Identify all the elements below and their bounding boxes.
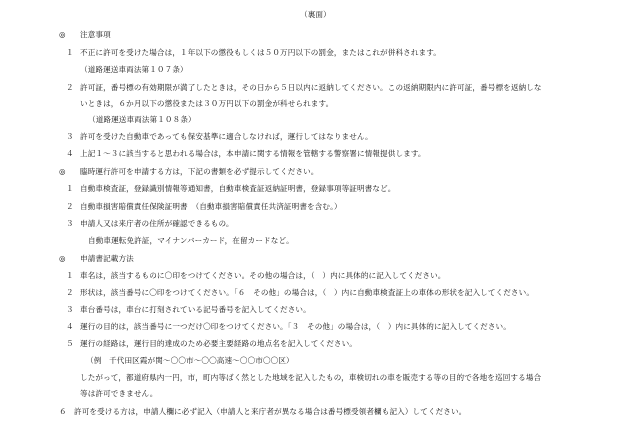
section-3-item-1-text: 車名は，該当するものに〇印をつけてください。その他の場合は，（ ）内に具体的に記入してください。 xyxy=(80,271,446,280)
footer-number: ６ xyxy=(59,407,67,416)
section-1-item-4-number: ４ xyxy=(66,149,74,158)
section-1-item-2-text-line-2: いときは，６か月以下の懲役または３０万円以下の罰金が科せられます。 xyxy=(80,99,334,108)
section-1-mark: ◎ xyxy=(59,30,66,39)
section-2-heading: 臨時運行許可を申請する方は，下記の書類を必ず提示してください。 xyxy=(80,167,319,176)
section-1-item-2-text-line-1: 許可証，番号標の有効期限が満了したときは，その日から５日以内に返納してください。この返納期限内に許可証，番号標を返納しな xyxy=(80,83,542,92)
page-header-title: （裏面） xyxy=(300,10,331,19)
section-3-item-5-example: （例 千代田区霞が関～〇〇市～〇〇高速～〇〇市〇〇区） xyxy=(86,356,294,365)
section-3-item-5-note-line-2: 等は許可できません。 xyxy=(80,389,158,398)
section-1-item-4-text: 上記１～３に該当すると思われる場合は，本申請に関する情報を管轄する警察署に情報提供します。 xyxy=(80,149,426,158)
section-1-item-1-sub: （道路運送車両法第１０７条） xyxy=(80,65,188,74)
section-3-item-5-number: ５ xyxy=(66,339,74,348)
section-3-item-2-text: 形状は，該当番号に〇印をつけてください。「６ その他」の場合は，（ ）内に自動車検査証上の車体の形状を記入してください。 xyxy=(80,288,535,297)
section-3-item-5-note-line-1: したがって，都道府県内一円，市，町内等ばく然とした地域を記入したもの，車検切れの車を販売する等の目的で各地を巡回する場合 xyxy=(80,373,542,382)
section-1-item-1-text: 不正に許可を受けた場合は，１年以下の懲役もしくは５０万円以下の罰金，またはこれが併科されます。 xyxy=(80,48,441,57)
section-3-heading: 申請書記載方法 xyxy=(80,254,134,263)
section-3-item-4-number: ４ xyxy=(66,322,74,331)
section-2-item-1-text: 自動車検査証，登録識別情報等通知書，自動車検査証返納証明書，登録事項等証明書など。 xyxy=(80,184,396,193)
section-3-item-5-text: 運行の経路は，運行目的達成のため必要主要経路の地点名を記入してください。 xyxy=(80,339,357,348)
section-3-mark: ◎ xyxy=(59,254,66,263)
section-2-item-2-text: 自動車損害賠償責任保険証明書 （自動車損害賠償責任共済証明書を含む。） xyxy=(80,202,342,211)
section-1-item-1-number: １ xyxy=(66,48,74,57)
section-2-item-3-sub: 自動車運転免許証，マイナンバーカード，在留カードなど。 xyxy=(88,236,294,245)
section-2-item-3-number: ３ xyxy=(66,219,74,228)
section-3-item-2-number: ２ xyxy=(66,288,74,297)
section-3-item-3-text: 車台番号は，車台に打刻されている記号番号を記入してください。 xyxy=(80,305,311,314)
section-2-item-2-number: ２ xyxy=(66,202,74,211)
section-2-item-1-number: １ xyxy=(66,184,74,193)
section-2-mark: ◎ xyxy=(59,167,66,176)
section-3-item-1-number: １ xyxy=(66,271,74,280)
section-1-item-3-text: 許可を受けた自動車であっても保安基準に適合しなければ，運行してはなりません。 xyxy=(80,132,373,141)
footer-text: 許可を受ける方は，申請人欄に必ず記入（申請人と来庁者が異なる場合は番号標受領者欄も記入）してください。 xyxy=(74,407,467,416)
section-1-item-3-number: ３ xyxy=(66,132,74,141)
section-1-heading: 注意事項 xyxy=(80,30,111,39)
section-3-item-3-number: ３ xyxy=(66,305,74,314)
section-3-item-4-text: 運行の目的は，該当番号に一つだけ〇印をつけてください。「３ その他」の場合は，（ ）内に具体的に記入してください。 xyxy=(80,322,511,331)
section-1-item-2-number: ２ xyxy=(66,83,74,92)
section-1-item-2-sub: （道路運送車両法第１０８条） xyxy=(88,115,196,124)
section-2-item-3-text: 申請人又は来庁者の住所が確認できるもの。 xyxy=(80,219,234,228)
